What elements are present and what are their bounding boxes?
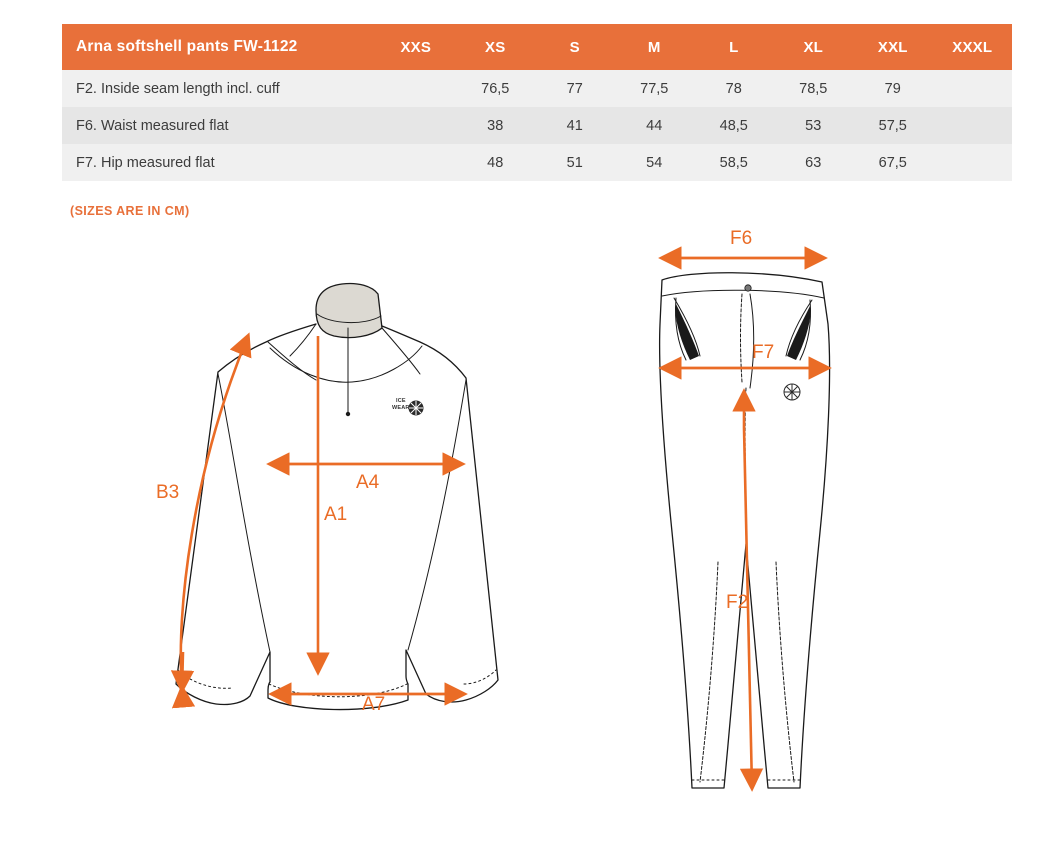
table-header-product: Arna softshell pants FW-1122 bbox=[62, 24, 376, 70]
table-header-s: S bbox=[535, 24, 615, 70]
cell-xl: 53 bbox=[774, 107, 854, 144]
table-head bbox=[62, 24, 1012, 70]
row-label: F7. Hip measured flat bbox=[62, 144, 376, 181]
cell-xxxl bbox=[933, 107, 1013, 144]
measure-label-f7: F7 bbox=[752, 342, 775, 363]
cell-l: 48,5 bbox=[694, 107, 774, 144]
table-header-xxxl: XXXL bbox=[933, 24, 1013, 70]
table-header-xxs: XXS bbox=[376, 24, 456, 70]
row-label: F2. Inside seam length incl. cuff bbox=[62, 70, 376, 107]
cell-m: 54 bbox=[615, 144, 695, 181]
table-row bbox=[62, 70, 1012, 107]
cell-m: 44 bbox=[615, 107, 695, 144]
table-header-row bbox=[62, 24, 1012, 70]
cell-xxxl bbox=[933, 70, 1013, 107]
cell-m: 77,5 bbox=[615, 70, 695, 107]
top-figure-svg bbox=[120, 232, 520, 752]
pants-figure-svg bbox=[600, 232, 900, 812]
cell-l: 78 bbox=[694, 70, 774, 107]
cell-l: 58,5 bbox=[694, 144, 774, 181]
cell-xl: 63 bbox=[774, 144, 854, 181]
brand-text-line1: ICE bbox=[396, 398, 406, 404]
table-header-m: M bbox=[615, 24, 695, 70]
cell-xs: 76,5 bbox=[456, 70, 536, 107]
brand-text-line2: WEAR bbox=[392, 405, 410, 411]
measure-label-a1: A1 bbox=[324, 504, 348, 525]
size-chart-table-container bbox=[62, 24, 998, 181]
cell-xxl: 57,5 bbox=[853, 107, 933, 144]
brand-logo-icon bbox=[409, 401, 424, 416]
cell-xxs bbox=[376, 107, 456, 144]
brand-logo-icon bbox=[784, 384, 800, 400]
cell-xxs bbox=[376, 70, 456, 107]
measure-label-a7: A7 bbox=[362, 694, 386, 715]
measure-label-a4: A4 bbox=[356, 472, 380, 493]
measure-label-f6: F6 bbox=[730, 228, 753, 249]
size-chart-table bbox=[62, 24, 1012, 181]
table-header-xs: XS bbox=[456, 24, 536, 70]
cell-xxxl bbox=[933, 144, 1013, 181]
row-label: F6. Waist measured flat bbox=[62, 107, 376, 144]
table-body bbox=[62, 70, 1012, 181]
cell-s: 51 bbox=[535, 144, 615, 181]
cell-s: 77 bbox=[535, 70, 615, 107]
cell-xs: 38 bbox=[456, 107, 536, 144]
cell-xxl: 67,5 bbox=[853, 144, 933, 181]
table-header-xxl: XXL bbox=[853, 24, 933, 70]
table-header-l: L bbox=[694, 24, 774, 70]
measure-arrows bbox=[181, 336, 464, 694]
cell-xl: 78,5 bbox=[774, 70, 854, 107]
table-row bbox=[62, 107, 1012, 144]
table-header-xl: XL bbox=[774, 24, 854, 70]
units-note: (SIZES ARE IN CM) bbox=[70, 204, 190, 218]
cell-xs: 48 bbox=[456, 144, 536, 181]
cell-xxs bbox=[376, 144, 456, 181]
illustrations-area bbox=[0, 228, 1038, 842]
softshell-pants-illustration bbox=[600, 228, 900, 817]
table-row bbox=[62, 144, 1012, 181]
measure-label-f2: F2 bbox=[726, 592, 749, 613]
cell-xxl: 79 bbox=[853, 70, 933, 107]
cell-s: 41 bbox=[535, 107, 615, 144]
softshell-top-illustration bbox=[120, 232, 520, 757]
measure-label-b3: B3 bbox=[156, 482, 180, 503]
